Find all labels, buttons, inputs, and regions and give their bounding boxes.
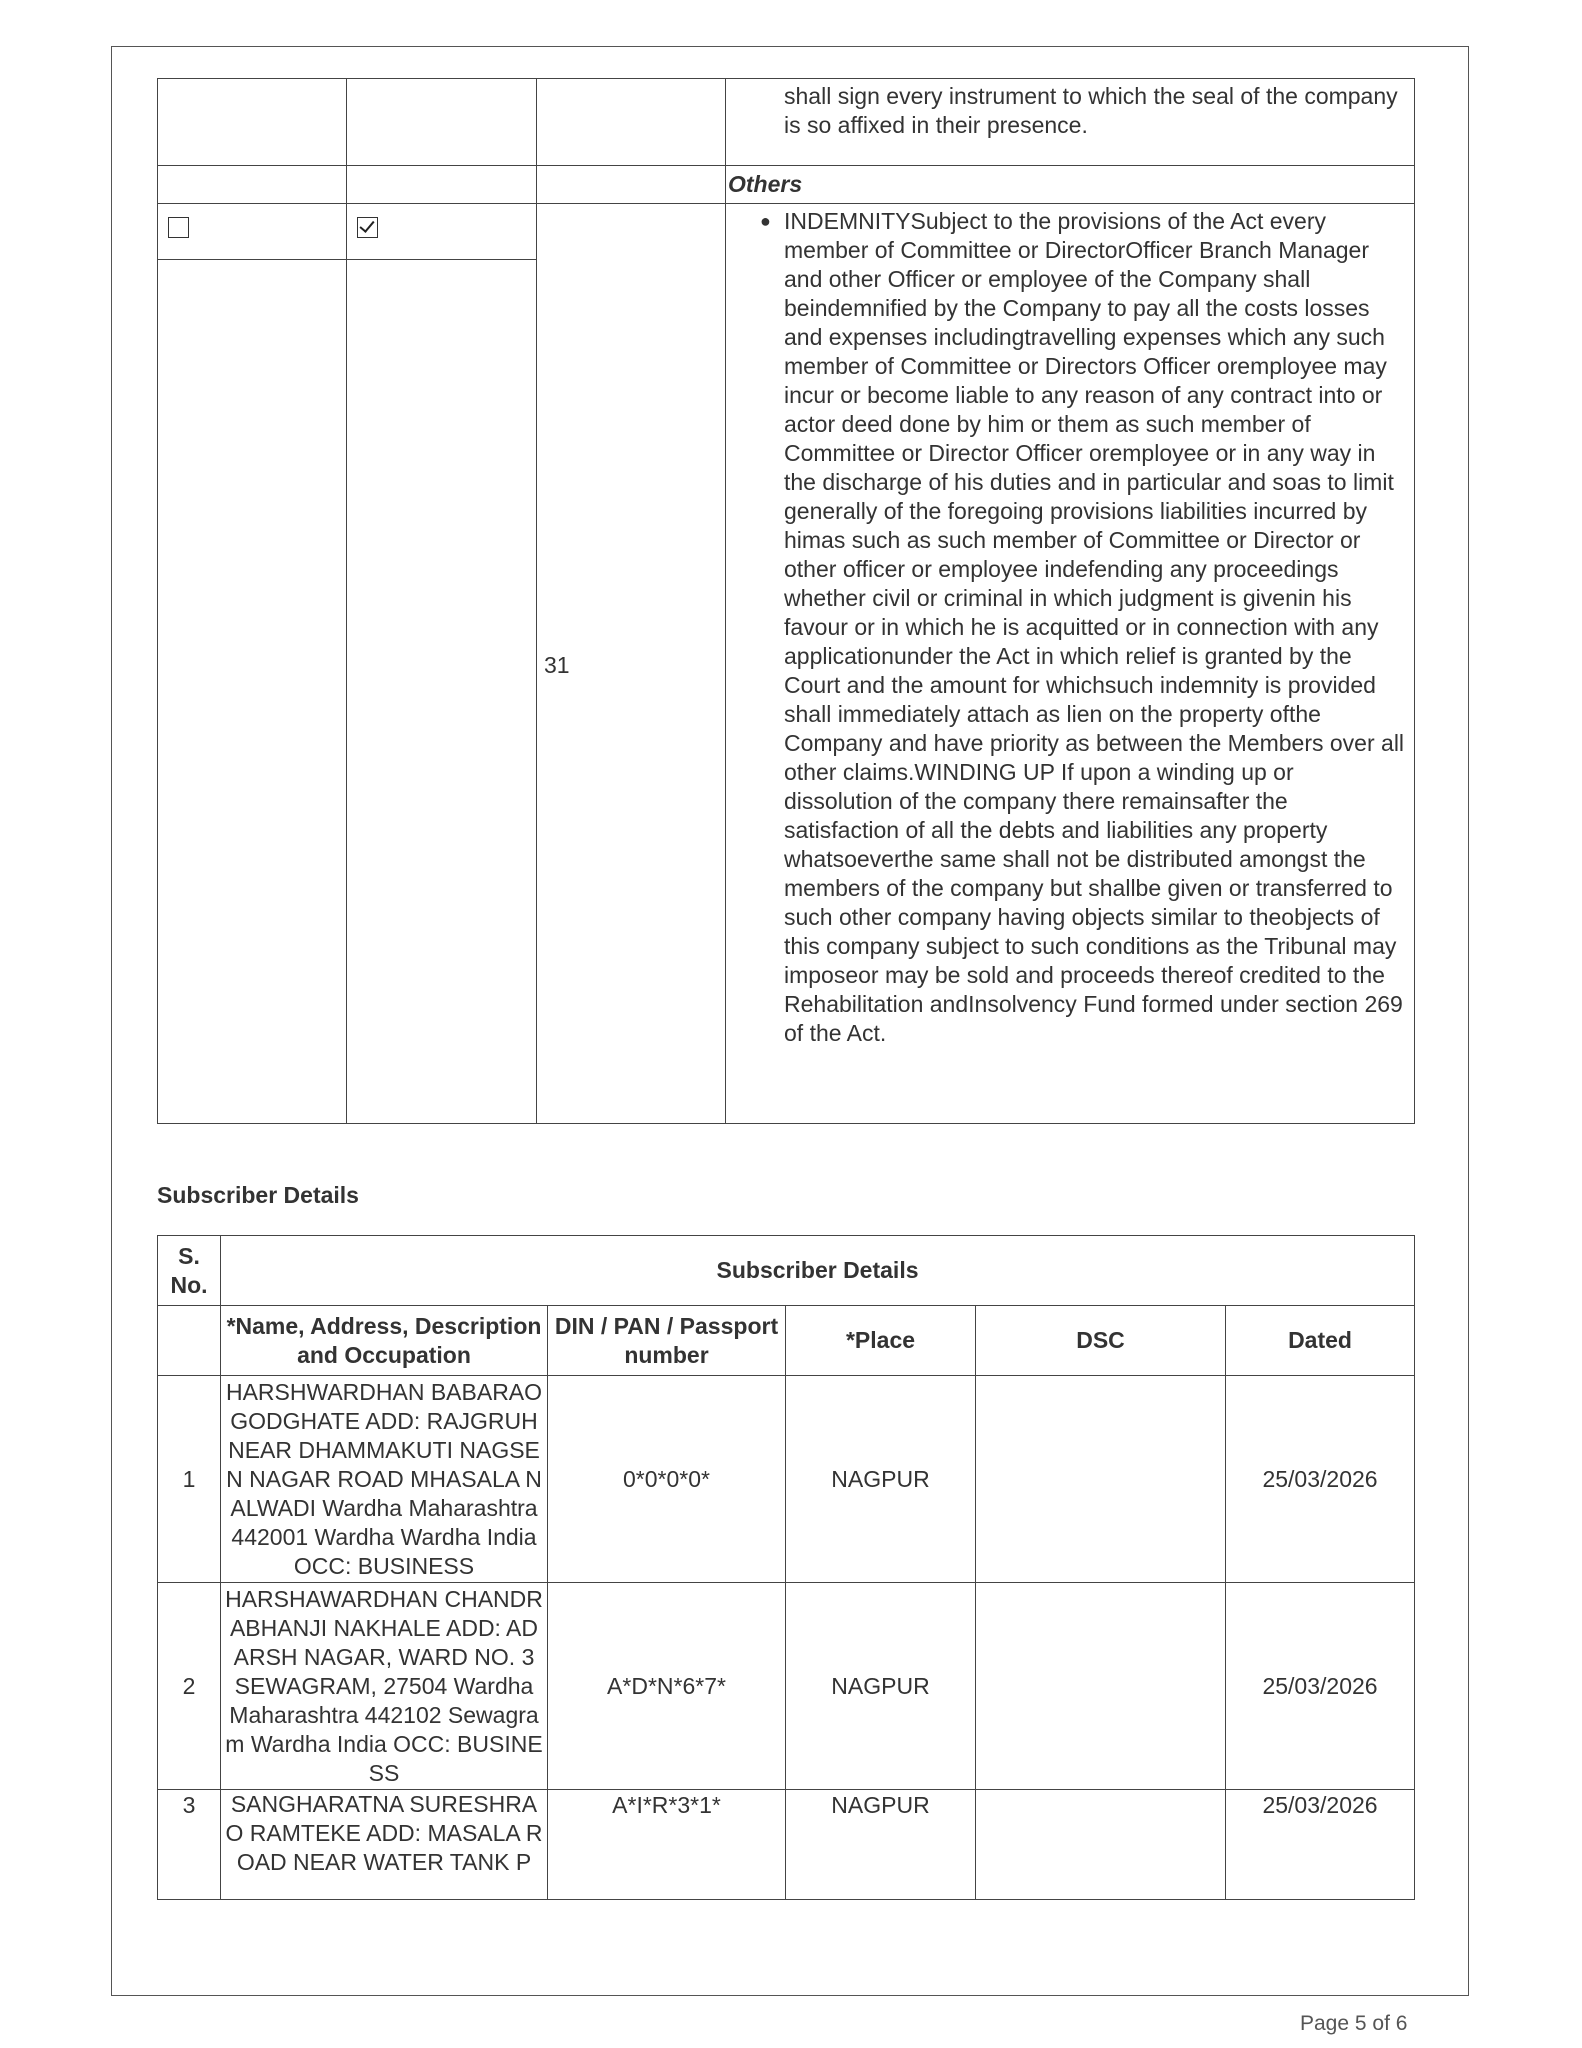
bullet-icon: ● (760, 211, 771, 231)
row-place: NAGPUR (786, 1376, 976, 1583)
clause-number: 31 (544, 652, 570, 678)
subscriber-header-row-2 (158, 1306, 1415, 1376)
table-row (158, 1583, 1415, 1790)
row-id: A*D*N*6*7* (548, 1583, 786, 1790)
row-place: NAGPUR (786, 1790, 976, 1900)
clause-list-item (760, 207, 1408, 1048)
clause-text-prev: shall sign every instrument to which the seal of the company is so affixed in their presence. (784, 83, 1398, 138)
clause-row-prev (158, 79, 1415, 166)
header-place: *Place (786, 1306, 976, 1376)
header-dsc: DSC (976, 1306, 1226, 1376)
row-name: HARSHWARDHAN BABARAO GODGHATE ADD: RAJGRUH NEAR DHAMMAKUTI NAGSEN NAGAR ROAD MHASALA NALWADI Wardha Maharashtra 442001 Wardha Wardha India OCC: BUSINESS (221, 1376, 548, 1583)
section-title-subscriber: Subscriber Details (157, 1182, 359, 1208)
header-name: *Name, Address, Description and Occupation (221, 1306, 548, 1376)
row-name: HARSHAWARDHAN CHANDRABHANJI NAKHALE ADD: ADARSH NAGAR, WARD NO. 3 SEWAGRAM, 27504 Wardha Maharashtra 442102 Sewagram Wardha India OCC: BUSINESS (221, 1583, 548, 1790)
page-number: Page 5 of 6 (1300, 2012, 1408, 2035)
header-din: DIN / PAN / Passport number (548, 1306, 786, 1376)
clause-text-31: INDEMNITYSubject to the provisions of the Act every member of Committee or DirectorOfficer Branch Manager and other Officer or employee of the Company shall beindemnified by the Company to pay all the costs losses and expenses includingtravelling expenses which any such member of Committee or Directors Officer oremployee may incur or become liable to any reason of any contract into or actor deed done by him or them as such member of Committee or Director Officer oremployee or in any way in the discharge of his duties and in particular and soas to limit generally of the foregoing provisions liabilities incurred by himas such as such member of Committee or Director or other officer or employee indefending any proceedings whether civil or criminal in which judgment is givenin his favour or in which he is acquitted or in connection with any applicationunder the Act in which relief is granted by the Court and the amount for whichsuch indemnity is provided shall immediately attach as lien on the property ofthe Company and have priority as between the Members over all other claims.WINDING UP If upon a winding up or dissolution of the company there remainsafter the satisfaction of all the debts and liabilities any property whatsoeverthe same shall not be distributed amongst the members of the company but shallbe given or transferred to such other company having objects similar to theobjects of this company subject to such conditions as the Tribunal may imposeor may be sold and proceeds thereof credited to the Rehabilitation andInsolvency Fund formed under section 269 of the Act. (784, 208, 1405, 1046)
row-sno: 2 (158, 1583, 221, 1790)
row-dated: 25/03/2026 (1226, 1376, 1415, 1583)
checkbox-col-2-checked[interactable] (357, 217, 378, 238)
row-place: NAGPUR (786, 1583, 976, 1790)
table-row (158, 1790, 1415, 1900)
row-id: 0*0*0*0* (548, 1376, 786, 1583)
section-heading-others: Others (728, 171, 803, 197)
header-sno: S. No. (158, 1236, 221, 1306)
row-sno: 1 (158, 1376, 221, 1583)
table-row (158, 1376, 1415, 1583)
row-id: A*I*R*3*1* (548, 1790, 786, 1900)
header-subscriber-details: Subscriber Details (221, 1236, 1415, 1306)
header-dated: Dated (1226, 1306, 1415, 1376)
row-dated: 25/03/2026 (1226, 1790, 1415, 1900)
row-dsc (976, 1790, 1226, 1900)
row-dsc (976, 1583, 1226, 1790)
row-dated: 25/03/2026 (1226, 1583, 1415, 1790)
subscriber-header-row-1 (158, 1236, 1415, 1306)
section-heading-row (158, 166, 1415, 204)
checkbox-col-1[interactable] (168, 217, 189, 238)
row-name: SANGHARATNA SURESHRAO RAMTEKE ADD: MASALA ROAD NEAR WATER TANK P (221, 1790, 548, 1900)
row-sno: 3 (158, 1790, 221, 1900)
row-dsc (976, 1376, 1226, 1583)
subscriber-table (157, 1235, 1415, 1900)
clauses-table (157, 78, 1415, 1124)
clause-row-31 (158, 204, 1415, 1124)
